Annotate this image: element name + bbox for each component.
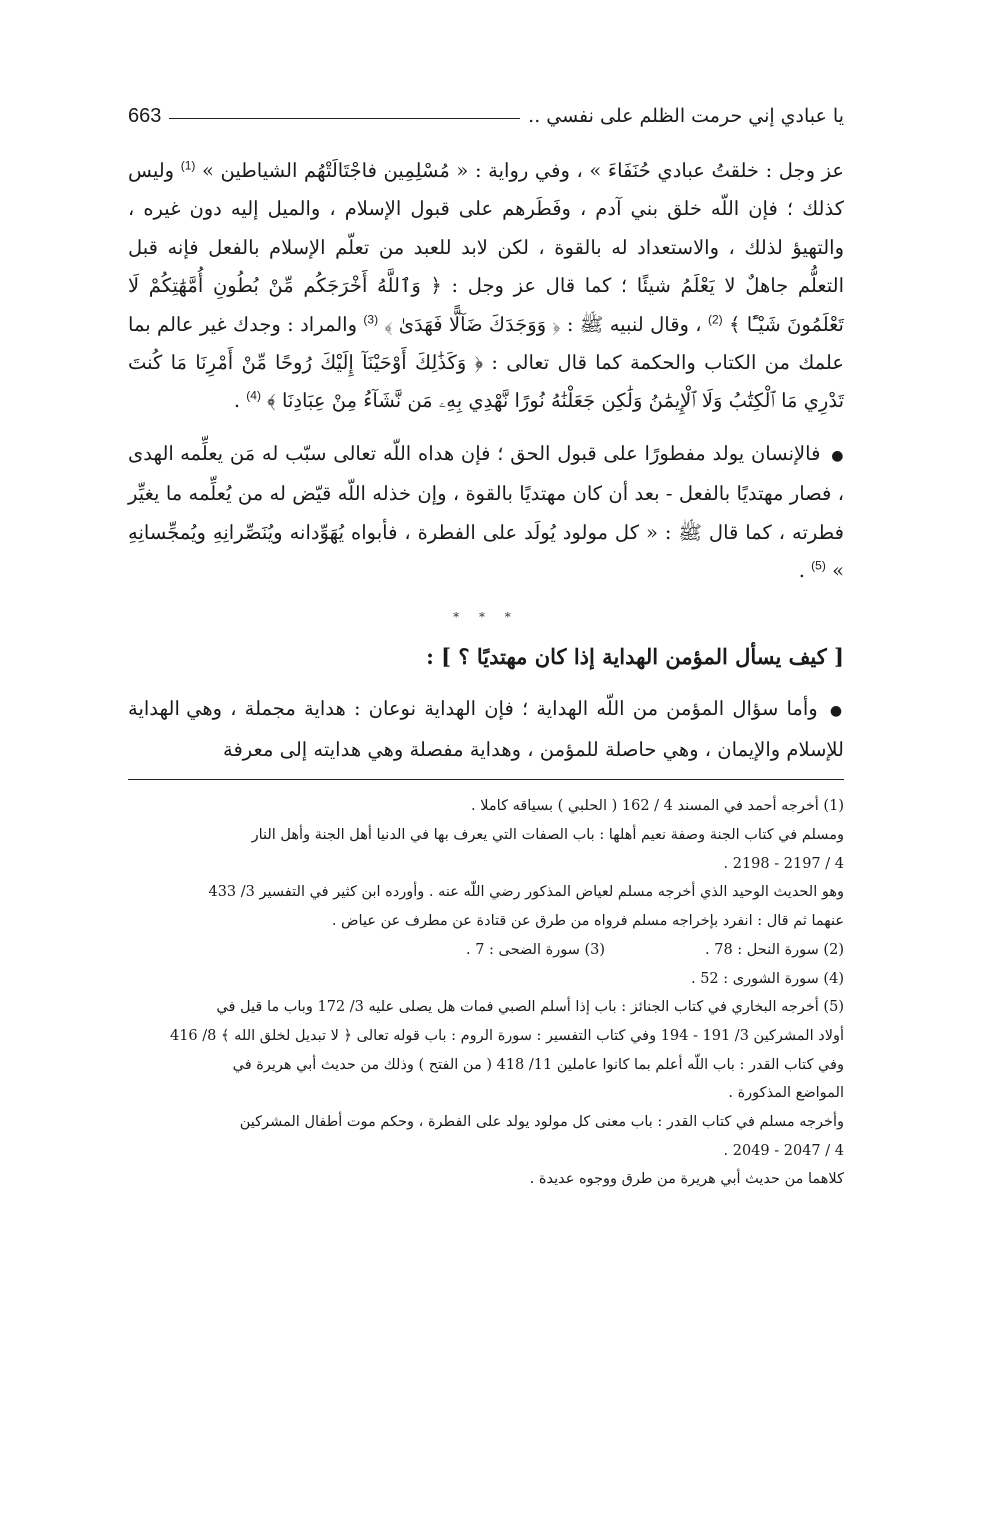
- footnotes-2-3-row: [128, 936, 844, 965]
- header-rule: [169, 118, 520, 119]
- main-text: [128, 152, 844, 769]
- footnote-ref-2[interactable]: (2): [707, 312, 723, 327]
- section-divider: * * *: [453, 610, 519, 625]
- paragraph-2-line-2: الهدى ، فصار مهتديًا بالفعل - بعد أن كان مهتديًا بالقوة ، وإن خذله اللّه قيّض له من: [128, 441, 844, 506]
- paragraph-1: [128, 152, 844, 421]
- footnote-1-line-1: (1) أخرجه أحمد في المسند 4 / 162 ( الحلبي ) بسياقه كاملا .: [471, 798, 844, 815]
- bullet-icon: ●: [829, 703, 845, 720]
- footnote-1-line-2: ومسلم في كتاب الجنة وصفة نعيم أهلها : باب الصفات التي يعرف بها في الدنيا أهل الجنة وأهل النار: [251, 826, 844, 843]
- footnote-5-line-3: وفي كتاب القدر : باب اللّه أعلم بما كانوا عاملين 11/ 418 ( من الفتح ) وذلك من حديث أبي هريرة في: [232, 1056, 844, 1073]
- section-heading: [ كيف يسأل المؤمن الهداية إذا كان مهتديًا ؟ ] :: [426, 644, 844, 670]
- footnote-5-line-2: أولاد المشركين 3/ 191 - 194 وفي كتاب التفسير : سورة الروم : باب قوله تعالى ﴿ لا تبديل لخلق الله ﴾ 8/ 416: [169, 1027, 844, 1044]
- page-number: 663: [128, 104, 162, 127]
- running-header: [128, 96, 844, 136]
- footnote-ref-5[interactable]: (5): [811, 558, 826, 573]
- bullet-icon: ●: [831, 447, 845, 464]
- paragraph-1-line-2: وليس كذلك ؛ فإن اللّه خلق بني آدم ، وفَطَرهم على قبول الإسلام ، والميل إليه دون: [128, 159, 844, 221]
- book-page: [128, 96, 844, 1194]
- paragraph-1-line-8a: بِهِۦ مَن نَّشَآءُ مِنْ عِبَادِنَا ﴾: [267, 389, 463, 413]
- footnote-separator: [128, 779, 844, 780]
- footnote-ref-3[interactable]: (3): [363, 312, 379, 327]
- footnote-5-line-1: (5) أخرجه البخاري في كتاب الجنائز : باب إذا أسلم الصبي فمات هل يصلى عليه 3/ 172 وباب ما قيل في: [216, 999, 844, 1016]
- paragraph-2: [128, 435, 844, 591]
- footnote-4: (4) سورة الشورى : 52 .: [690, 970, 844, 987]
- footnotes: [128, 792, 844, 1194]
- paragraph-1-line-7: أَوْحَيْنَآ إِلَيْكَ رُوحًا مِّنْ أَمْرِنَا مَا كُنتَ تَدْرِي مَا ٱلْكِتَٰبُ وَلَا ٱلْإِيمَٰنُ وَلَٰكِن جَعَلْنَٰهُ نُورًا نَّهْدِي: [128, 351, 844, 413]
- paragraph-2-line-3: يُعلِّمه ما يغيِّر فطرته ، كما قال ﷺ : « كل مولود يُولَد على الفطرة ، فأبواه يُهَوِّدانه: [128, 482, 844, 544]
- paragraph-1-line-5a: أُمَّهَٰتِكُمْ لَا تَعْلَمُونَ شَيْـًٔا ﴾: [128, 274, 844, 336]
- footnote-5-line-6: 4 / 2047 - 2049 .: [723, 1142, 844, 1159]
- footnote-3: (3) سورة الضحى : 7 .: [465, 941, 606, 958]
- paragraph-2-line-4a: ويُنَصِّرانِهِ ويُمجِّسانِهِ »: [128, 520, 844, 583]
- footnote-5-line-4: المواضع المذكورة .: [728, 1085, 844, 1102]
- footnote-ref-4[interactable]: (4): [246, 388, 261, 403]
- footnote-5-line-5: وأخرجه مسلم في كتاب القدر : باب معنى كل مولود يولد على الفطرة ، وحكم موت أطفال المشركين: [239, 1114, 844, 1131]
- paragraph-1-line-3: غيره ، والتهيؤ لذلك ، والاستعداد له بالقوة ، لكن لابد للعبد من تعلّم الإسلام بالفعل: [128, 197, 844, 259]
- footnote-1-line-3: 4 / 2197 - 2198 .: [723, 855, 844, 872]
- paragraph-2-line-1: فالإنسان يولد مفطورًا على قبول الحق ؛ فإن هداه اللّه تعالى سبّب له مَن يعلِّمه: [180, 441, 821, 465]
- paragraph-3-line-1: وأما سؤال المؤمن من اللّه الهداية ؛ فإن الهداية نوعان : هداية مجملة ، وهي: [186, 697, 818, 721]
- paragraph-1-line-5b: ، وقال لنبيه ﷺ : ﴿ وَوَجَدَكَ ضَآلًّا فَهَدَىٰ ﴾: [384, 312, 702, 336]
- footnote-1-line-5: عنهما ثم قال : انفرد بإخراجه مسلم فرواه من طرق عن قتادة عن مطرف عن عياض .: [331, 913, 844, 930]
- paragraph-1-line-4: فإنه قبل التعلُّم جاهلٌ لا يَعْلَمُ شيئًا ؛ كما قال عز وجل : ﴿ وَٱللَّهُ أَخْرَجَكُم مِّنْ بُطُونِ: [128, 235, 844, 298]
- paragraph-2-line-4b: .: [798, 559, 805, 583]
- footnote-ref-1[interactable]: (1): [180, 158, 196, 173]
- running-header-title: يا عبادي إني حرمت الظلم على نفسي ..: [528, 105, 844, 127]
- paragraph-1-line-1: عز وجل : خلقتُ عبادي حُنَفَاءَ » ، وفي رواية : « مُسْلِمِين فاجْتَالَتْهُم الشياطين »: [202, 159, 844, 182]
- footnote-5-line-7: كلاهما من حديث أبي هريرة من طرق ووجوه عديدة .: [529, 1171, 844, 1188]
- paragraph-1-line-8b: .: [233, 389, 241, 413]
- paragraph-3: [128, 690, 844, 769]
- paragraph-1-line-6: والمراد : وجدك غير عالم بما علمك من الكتاب والحكمة كما قال تعالى : ﴿ وَكَذَٰلِكَ: [128, 312, 844, 375]
- footnote-2: (2) سورة النحل : 78 .: [705, 941, 844, 958]
- footnote-1-line-4: وهو الحديث الوحيد الذي أخرجه مسلم لعياض المذكور رضي اللّه عنه . وأورده ابن كثير في التفسير 3/ 433: [208, 884, 844, 901]
- paragraph-3-line-2: الهداية للإسلام والإيمان ، وهي حاصلة للمؤمن ، وهداية مفصلة وهي هدايته إلى معرفة: [128, 697, 844, 761]
